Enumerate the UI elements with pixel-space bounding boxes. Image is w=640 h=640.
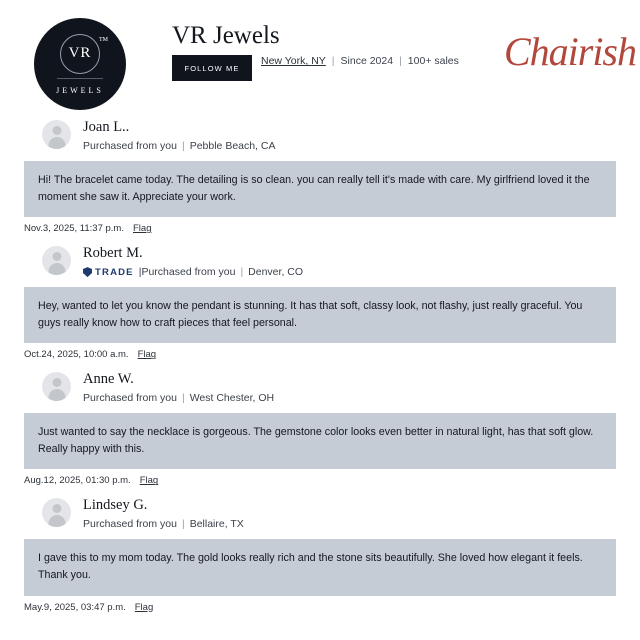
reviewer-location: Pebble Beach, CA (189, 140, 276, 152)
reviewer-subline (83, 140, 276, 152)
flag-link[interactable]: Flag (133, 223, 152, 235)
shop-logo[interactable] (34, 18, 126, 110)
subline-separator: | (181, 392, 185, 405)
reviewer-subline (83, 266, 303, 278)
shop-location-link[interactable]: New York, NY (261, 55, 326, 67)
reviewer-row (24, 370, 616, 404)
avatar (42, 120, 71, 149)
avatar (42, 372, 71, 401)
review-date: Oct.24, 2025, 10:00 a.m. (24, 349, 129, 361)
purchase-label: Purchased from you (83, 518, 177, 531)
review-date: Aug.12, 2025, 01:30 p.m. (24, 475, 131, 487)
reviewer-location: Bellaire, TX (189, 518, 244, 531)
subline-separator: | (181, 518, 185, 531)
reviewer-row (24, 118, 616, 152)
reviewer-name: Robert M. (83, 245, 143, 262)
page-title: VR Jewels (172, 22, 280, 49)
reviewer-row (24, 496, 616, 530)
purchase-label: Purchased from you (83, 140, 177, 152)
shop-sales-count: 100+ sales (407, 55, 459, 67)
trade-label: TRADE (95, 266, 134, 278)
avatar (42, 246, 71, 275)
reviewer-subline (83, 518, 244, 530)
reviewer-info (83, 496, 244, 530)
reviewer-name: Joan L.. (83, 119, 130, 135)
purchase-label: |Purchased from you (138, 266, 236, 279)
avatar (42, 498, 71, 527)
flag-link[interactable]: Flag (139, 475, 159, 487)
reviewer-info (83, 244, 303, 278)
review-text: Just wanted to say the necklace is gorgeous. The gemstone color looks even better in natural light, has that soft glow. Really happy with this. (24, 413, 616, 469)
shop-meta (261, 55, 459, 67)
review-item (24, 370, 616, 486)
meta-separator-1: | (331, 55, 335, 67)
review-text: Hi! The bracelet came today. The detailing is so clean. you can really tell it's made with care. My girlfriend loved it the moment she saw it. Appreciate your work. (24, 161, 616, 217)
trademark-icon: TM (99, 36, 108, 43)
review-item (24, 118, 616, 234)
chairish-logo[interactable]: Chairish (503, 29, 636, 74)
reviewer-info (83, 370, 274, 404)
review-footer (24, 602, 616, 613)
reviewer-subline (83, 392, 274, 404)
review-text: I gave this to my mom today. The gold looks really rich and the stone sits beautifully. She loved how elegant it feels. Thank you. (24, 539, 616, 595)
reviewer-name: Anne W. (83, 371, 134, 388)
review-text: Hey, wanted to let you know the pendant is stunning. It has that soft, classy look, not flashy, just really graceful. You guys really know how to craft pieces that feel personal. (24, 287, 616, 343)
purchase-label: Purchased from you (83, 392, 177, 405)
review-footer (24, 475, 616, 486)
follow-button[interactable]: FOLLOW ME (172, 55, 252, 81)
reviewer-location: West Chester, OH (189, 392, 275, 405)
subline-separator: | (181, 140, 185, 152)
trade-badge (83, 267, 134, 278)
logo-divider (57, 78, 103, 79)
reviewer-info (83, 118, 276, 152)
reviewer-location: Denver, CO (248, 266, 304, 279)
review-footer (24, 349, 616, 360)
subline-separator: | (240, 266, 244, 279)
review-footer (24, 223, 616, 234)
shield-icon (83, 267, 92, 277)
review-item (24, 244, 616, 360)
meta-separator-2: | (399, 55, 402, 67)
shop-header (0, 0, 640, 112)
review-item (24, 496, 616, 612)
logo-monogram-ring (60, 34, 108, 74)
logo-wordmark: JEWELS (56, 85, 104, 95)
reviewer-name: Lindsey G. (83, 497, 148, 514)
shop-since: Since 2024 (340, 55, 394, 67)
reviewer-row (24, 244, 616, 278)
review-date: Nov.3, 2025, 11:37 p.m. (24, 223, 124, 235)
review-date: May.9, 2025, 03:47 p.m. (24, 601, 126, 613)
logo-monogram: VR (68, 45, 92, 61)
reviews-list (0, 112, 640, 613)
flag-link[interactable]: Flag (137, 349, 157, 361)
flag-link[interactable]: Flag (134, 601, 154, 613)
